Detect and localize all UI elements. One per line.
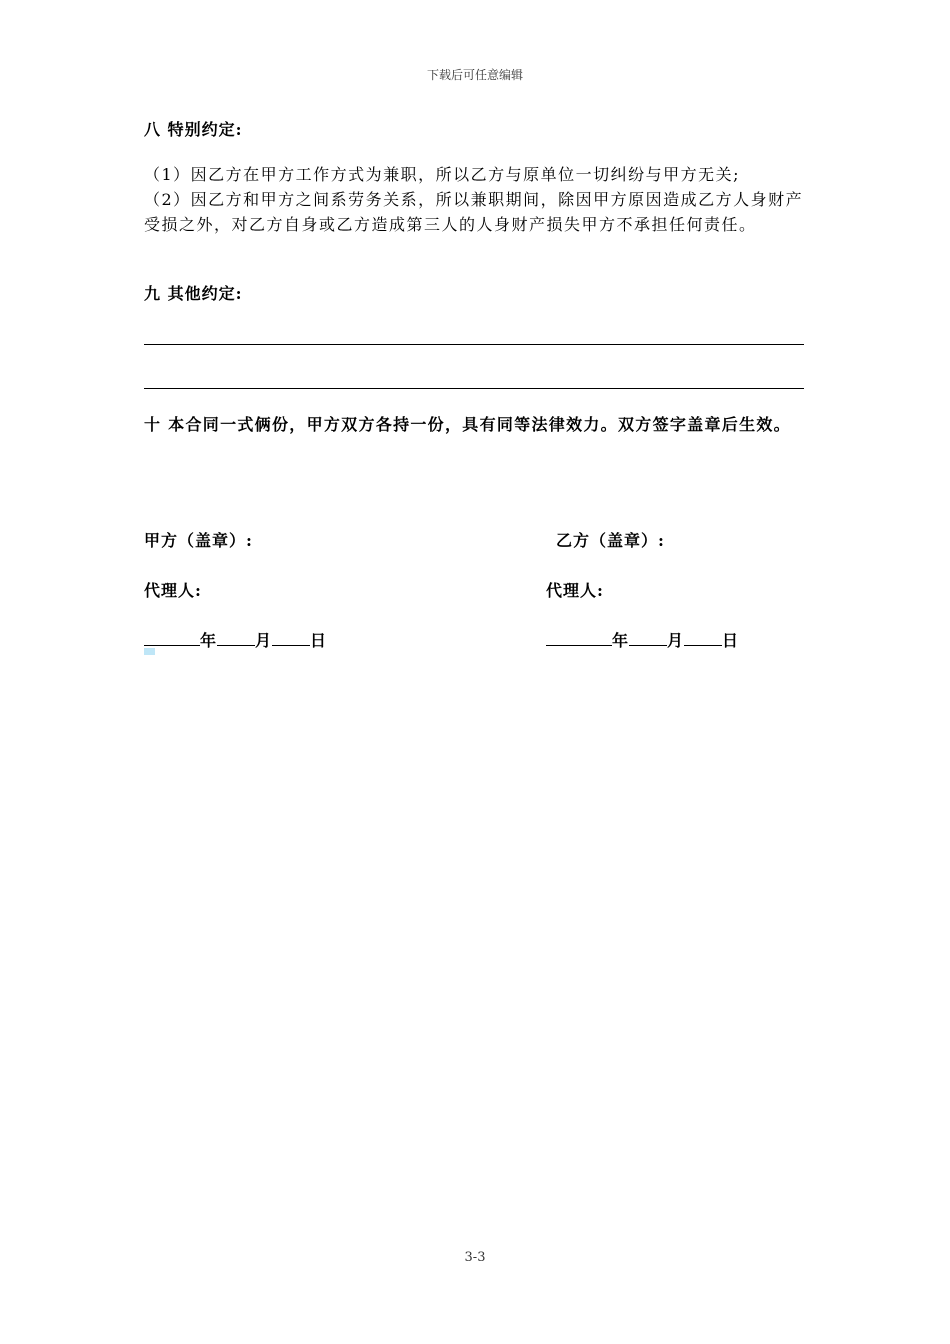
day-label: 日 xyxy=(310,631,328,650)
page-number: 3-3 xyxy=(464,1250,486,1265)
blank-line-2 xyxy=(144,388,804,389)
month-label: 月 xyxy=(667,631,685,650)
party-b-agent-label: 代理人: xyxy=(546,581,604,600)
year-blank xyxy=(144,630,200,646)
section-8-title: 八 特别约定: xyxy=(144,120,243,139)
year-blank xyxy=(546,630,612,646)
section-9-title: 九 其他约定: xyxy=(144,284,243,303)
blank-line-1 xyxy=(144,344,804,345)
party-a-seal-label: 甲方（盖章）: xyxy=(144,531,253,550)
party-b-seal-label: 乙方（盖章）: xyxy=(556,531,665,550)
clause-1: （1）因乙方在甲方工作方式为兼职，所以乙方与原单位一切纠纷与甲方无关; xyxy=(144,165,741,184)
section-10-text: 十 本合同一式俩份，甲方双方各持一份，具有同等法律效力。双方签字盖章后生效。 xyxy=(144,415,791,434)
party-a-agent-label: 代理人: xyxy=(144,581,202,600)
clause-2: （2）因乙方和甲方之间系劳务关系，所以兼职期间，除因甲方原因造成乙方人身财产受损之外，对乙方自身或乙方造成第三人的人身财产损失甲方不承担任何责任。 xyxy=(144,190,804,234)
party-b-date xyxy=(546,628,739,651)
month-blank xyxy=(217,630,255,646)
day-blank xyxy=(272,630,310,646)
month-blank xyxy=(629,630,667,646)
section-8-clauses xyxy=(144,162,804,237)
day-blank xyxy=(684,630,722,646)
party-a-date xyxy=(144,628,327,651)
month-label: 月 xyxy=(255,631,273,650)
year-label: 年 xyxy=(612,631,630,650)
day-label: 日 xyxy=(722,631,740,650)
text-cursor-highlight xyxy=(144,648,155,655)
page-header: 下载后可任意编辑 xyxy=(426,68,523,82)
year-label: 年 xyxy=(200,631,218,650)
